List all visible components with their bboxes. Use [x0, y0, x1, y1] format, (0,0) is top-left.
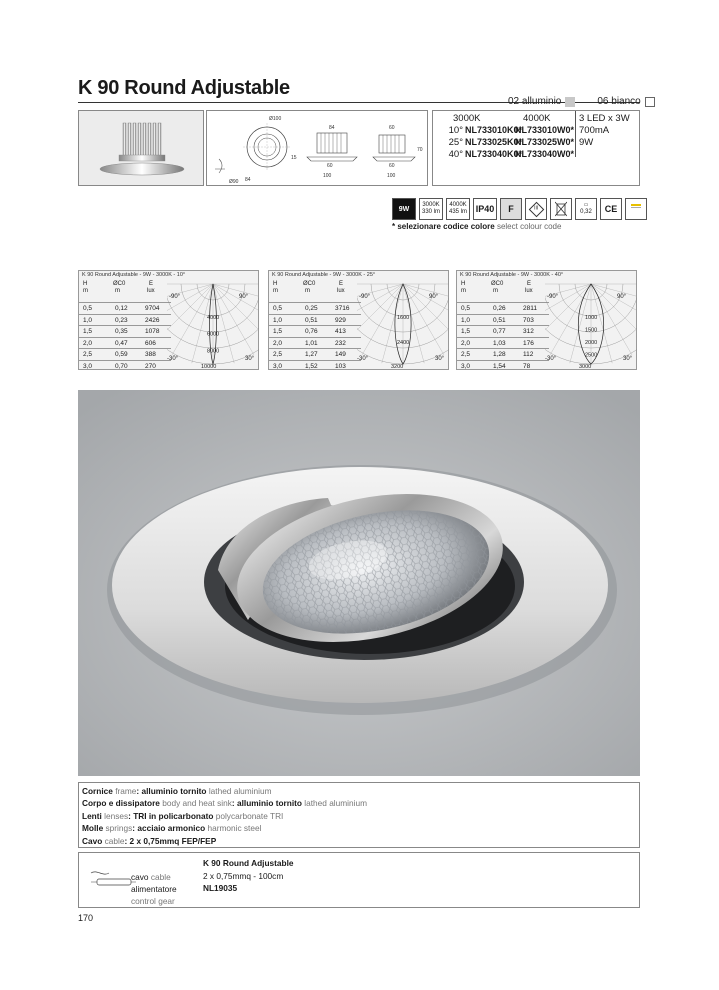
dim-w60a: 60	[327, 163, 333, 169]
polar-diagram	[167, 280, 259, 370]
polar-ring-label: 2500	[585, 352, 598, 359]
photometric-title: K 90 Round Adjustable - 9W - 3000K - 40°	[460, 272, 564, 278]
dim-d90: Ø90	[229, 179, 239, 185]
technical-drawing	[206, 110, 428, 186]
product-codes-table	[432, 110, 640, 186]
photometric-table: K 90 Round Adjustable - 9W - 3000K - 10° H m ØC0 m E lux 0,5 0,12 9704 1,0 0,23 2426 1,5 0,35 1078 2,0 0,47 606 2,5 0,59 388 3,0 0,70 270 -90° 90° -30° 30° 4000 6000 8000 10000	[78, 270, 259, 370]
control-gear-icon	[89, 867, 137, 891]
accessory-code: NL19035	[203, 883, 238, 893]
photometric-title: K 90 Round Adjustable - 9W - 3000K - 25°	[272, 272, 376, 278]
spec-line: Molle springs: acciaio armonico harmonic steel	[82, 823, 262, 834]
svg-text:-90°: -90°	[169, 294, 181, 300]
photometric-row: 0,5 0,25 3716	[269, 302, 361, 314]
photometric-row: 2,5 1,27 149	[269, 348, 361, 360]
photometric-row: 1,0 0,51 929	[269, 314, 361, 326]
product-thumbnail-image	[79, 111, 204, 186]
dim-h70: 70	[417, 147, 423, 153]
photometric-row: 1,0 0,23 2426	[79, 314, 171, 326]
dim-w60b: 60	[389, 125, 395, 131]
svg-text:-90°: -90°	[547, 294, 559, 300]
polar-ring-label: 6000	[207, 331, 220, 338]
spec-line: Cornice frame: alluminio tornito lathed aluminium	[82, 786, 272, 796]
badge-ce: CE	[600, 198, 622, 220]
svg-text:90°: 90°	[617, 294, 627, 300]
weee-bin-icon	[550, 198, 572, 220]
spec-line: Corpo e dissipatore body and heat sink: alluminio tornito lathed aluminium	[82, 798, 368, 809]
dim-w60c: 60	[389, 163, 395, 169]
dim-w100b: 100	[387, 173, 396, 179]
page-title: K 90 Round Adjustable	[78, 77, 290, 99]
svg-text:30°: 30°	[245, 356, 255, 362]
polar-ring-label: 4000	[207, 315, 220, 321]
finish-alluminio-swatch	[565, 97, 575, 107]
codes-row-40: 40° NL733040K0* NL733040W0*	[448, 149, 575, 160]
spec-line: Lenti lenses: TRI in policarbonato polycarbonate TRI	[82, 810, 284, 821]
polar-ring-label: 2400	[397, 340, 410, 346]
finish-bianco-swatch	[645, 97, 655, 107]
photometric-row: 1,5 0,77 312	[457, 325, 549, 337]
photometric-row: 3,0 1,52 103	[269, 360, 361, 372]
svg-text:-90°: -90°	[359, 294, 371, 300]
cert-badges	[392, 198, 647, 220]
photometric-row: 1,0 0,51 703	[457, 314, 549, 326]
polar-ring-label: 8000	[207, 348, 220, 355]
accessory-spec: 2 x 0,75mmq - 100cm	[203, 870, 284, 881]
page-number: 170	[78, 913, 94, 923]
polar-ring-label: 2000	[585, 340, 598, 346]
photometric-row: 1,5 0,76 413	[269, 325, 361, 337]
photometric-table: K 90 Round Adjustable - 9W - 3000K - 25° H m ØC0 m E lux 0,5 0,25 3716 1,0 0,51 929 1,5 0,76 413 2,0 1,01 232 2,5 1,27 149 3,0 1,52 103 -90° 90° -30° 30° 1600 2400 3200	[268, 270, 449, 370]
photometric-row: 3,0 0,70 270	[79, 360, 171, 372]
photometric-table: K 90 Round Adjustable - 9W - 3000K - 40° H m ØC0 m E lux 0,5 0,26 2811 1,0 0,51 703 1,5 0,77 312 2,0 1,03 176 2,5 1,28 112 3,0 1,54 78 -90° 90° -30° 30° 1000 1500 2000 2500 3000	[456, 270, 637, 370]
svg-text:90°: 90°	[429, 294, 439, 300]
accessory-box	[78, 852, 640, 908]
codes-spec-0: 3 LED x 3W	[579, 113, 630, 124]
photometric-row: 2,0 1,03 176	[457, 337, 549, 349]
photometric-title: K 90 Round Adjustable - 9W - 3000K - 10°	[82, 272, 186, 278]
product-photo	[78, 390, 640, 776]
badge-3000k: 3000K 330 lm	[419, 198, 443, 220]
photometric-row: 0,5 0,26 2811	[457, 302, 549, 314]
photometric-row: 2,0 0,47 606	[79, 337, 171, 349]
dim-w84b: 84	[329, 125, 335, 131]
codes-head-3000k: 3000K	[453, 113, 481, 124]
photometric-row: 2,5 0,59 388	[79, 348, 171, 360]
svg-text:-30°: -30°	[357, 356, 369, 362]
polar-diagram	[357, 280, 449, 370]
polar-ring-label: 3000	[579, 364, 592, 370]
polar-ring-label: 10000	[201, 364, 217, 370]
dim-d100: Ø100	[269, 116, 282, 122]
accessory-name: K 90 Round Adjustable	[203, 858, 294, 868]
spec-line: Cavo cable: 2 x 0,75mmq FEP/FEP	[82, 835, 217, 846]
svg-text:-30°: -30°	[167, 356, 179, 362]
finish-alluminio-label: 02 alluminio	[508, 96, 562, 107]
dim-w100a: 100	[323, 173, 332, 179]
colour-note: * selezionare codice colore select colour code	[392, 222, 562, 231]
svg-text:90°: 90°	[239, 294, 249, 300]
polar-ring-label: 1500	[585, 327, 598, 334]
badge-ip40: IP40	[473, 198, 497, 220]
polar-diagram	[545, 280, 637, 370]
product-thumbnail	[78, 110, 204, 186]
badge-class3: III	[525, 198, 547, 220]
codes-row-25: 25° NL733025K0* NL733025W0* 9W	[448, 137, 594, 148]
badge-power: 9W	[392, 198, 416, 220]
badge-consumption: ▭ 0,32	[575, 198, 597, 220]
polar-ring-label: 3200	[391, 364, 404, 370]
finish-bianco-label: 06 bianco	[597, 96, 641, 107]
badge-f: F	[500, 198, 522, 220]
photometric-row: 0,5 0,12 9704	[79, 302, 171, 314]
finish-legend	[508, 96, 655, 107]
accessory-gear-label-en: control gear	[131, 896, 175, 906]
badge-4000k: 4000K 435 lm	[446, 198, 470, 220]
polar-ring-label: 1600	[397, 315, 410, 321]
energy-label-icon	[625, 198, 647, 220]
photometric-row: 1,5 0,35 1078	[79, 325, 171, 337]
material-specs	[78, 782, 640, 848]
codes-row-10: 10° NL733010K0* NL733010W0* 700mA	[448, 125, 610, 136]
photometric-row: 3,0 1,54 78	[457, 360, 549, 372]
dim-w84a: 84	[245, 177, 251, 183]
svg-text:30°: 30°	[435, 356, 445, 362]
polar-ring-label: 1000	[585, 315, 598, 321]
codes-head-4000k: 4000K	[523, 113, 551, 124]
photometric-row: 2,5 1,28 112	[457, 348, 549, 360]
accessory-cable-label: cavo cable	[131, 872, 171, 882]
svg-text:30°: 30°	[623, 356, 633, 362]
photometric-row: 2,0 1,01 232	[269, 337, 361, 349]
dim-h15: 15	[291, 155, 297, 161]
accessory-gear-label-it: alimentatore	[131, 884, 177, 894]
svg-text:-30°: -30°	[545, 356, 557, 362]
